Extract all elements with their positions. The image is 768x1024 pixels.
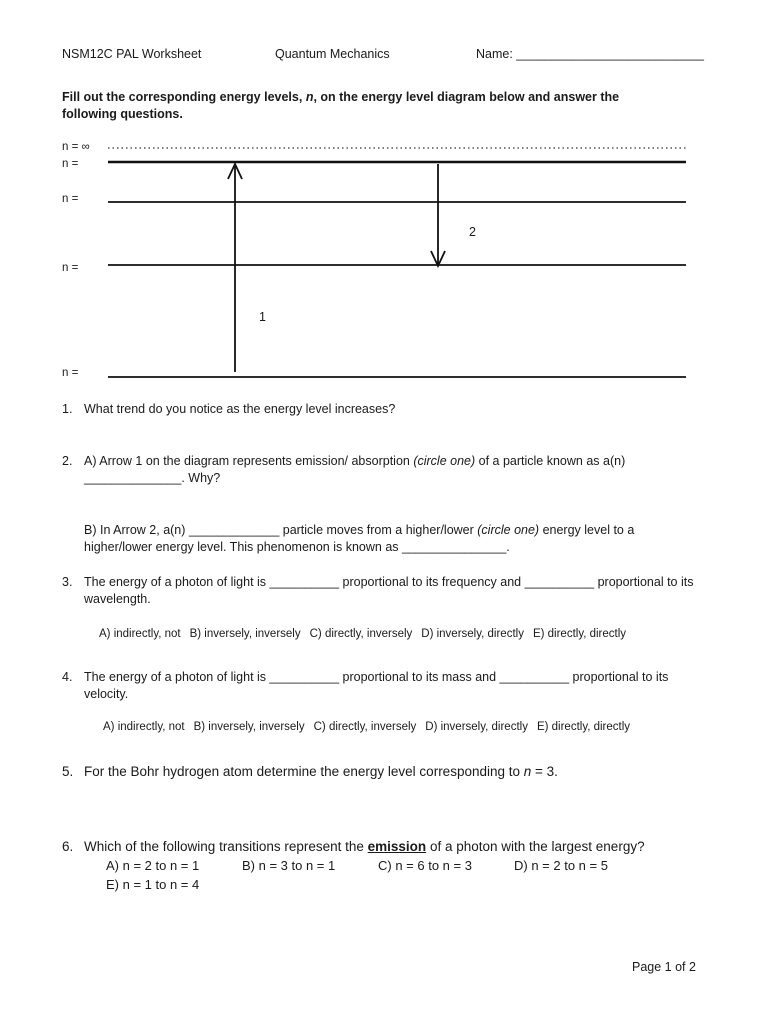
level-label-4: n = xyxy=(62,158,79,170)
question-text xyxy=(84,838,702,855)
question-2a xyxy=(62,453,702,487)
question-3-choices xyxy=(99,628,635,640)
q5-text-1: For the Bohr hydrogen atom determine the energy level corresponding to xyxy=(84,764,524,779)
q2a-text-1: A) Arrow 1 on the diagram represents emission/ absorption xyxy=(84,454,414,468)
question-6-options-row1 xyxy=(106,858,650,873)
question-text xyxy=(84,522,702,556)
choice-c: C) directly, inversely xyxy=(313,721,417,733)
option-e: E) n = 1 to n = 4 xyxy=(106,877,200,892)
q2a-text-2: of a particle known as a(n) ______________. Why? xyxy=(84,454,626,485)
option-b: B) n = 3 to n = 1 xyxy=(242,858,336,873)
question-6 xyxy=(62,838,702,855)
question-6-options-row2 xyxy=(106,877,242,892)
header-topic: Quantum Mechanics xyxy=(275,47,390,61)
level-label-1: n = xyxy=(62,367,79,379)
level-label-3: n = xyxy=(62,193,79,205)
question-1 xyxy=(62,401,702,418)
choice-d: D) inversely, directly xyxy=(425,721,528,733)
question-text: The energy of a photon of light is __________ proportional to its frequency and __________ proportional to its wavelength. xyxy=(84,575,694,606)
question-4 xyxy=(62,669,702,703)
instructions-part1: Fill out the corresponding energy levels, xyxy=(62,90,306,104)
instructions-var-n: n xyxy=(305,90,314,104)
option-a: A) n = 2 to n = 1 xyxy=(106,858,200,873)
question-number: 1. xyxy=(62,402,73,416)
choice-e: E) directly, directly xyxy=(532,628,627,640)
level-label-infinity: n = ∞ xyxy=(62,141,90,153)
arrow-1 xyxy=(228,164,242,372)
question-number: 3. xyxy=(62,575,73,589)
question-5 xyxy=(62,763,702,780)
arrow-2-label: 2 xyxy=(469,225,476,239)
question-number: 4. xyxy=(62,670,73,684)
option-d: D) n = 2 to n = 5 xyxy=(514,858,608,873)
question-number: 5. xyxy=(62,764,74,779)
q2b-circle-one: (circle one) xyxy=(477,523,540,537)
q2b-text-1: B) In Arrow 2, a(n) _____________ particle moves from a higher/lower xyxy=(84,523,478,537)
q5-var-n: n xyxy=(523,764,532,779)
choice-b: B) inversely, inversely xyxy=(193,721,305,733)
question-2b xyxy=(62,522,702,556)
name-field: Name: ___________________________ xyxy=(476,47,704,61)
question-text: What trend do you notice as the energy level increases? xyxy=(84,402,396,416)
question-3 xyxy=(62,574,702,608)
question-text xyxy=(84,763,702,780)
choice-d: D) inversely, directly xyxy=(421,628,524,640)
q2a-circle-one: (circle one) xyxy=(413,454,476,468)
choice-a: A) indirectly, not xyxy=(103,721,185,733)
arrow-1-label: 1 xyxy=(259,310,266,324)
q2b-text-2: energy level to a higher/lower energy level. This phenomenon is known as _______________. xyxy=(84,523,635,554)
option-c: C) n = 6 to n = 3 xyxy=(378,858,472,873)
question-4-choices xyxy=(103,721,639,733)
choice-e: E) directly, directly xyxy=(536,721,631,733)
q6-emission-emphasis: emission xyxy=(367,839,427,854)
arrow-2 xyxy=(431,164,445,266)
page-number: Page 1 of 2 xyxy=(632,960,696,974)
question-number: 2. xyxy=(62,454,73,468)
q5-text-2: = 3. xyxy=(531,764,558,779)
instructions-part2: , on the energy level diagram below and answer the following questions. xyxy=(62,90,620,121)
question-text xyxy=(84,453,702,487)
choice-c: C) directly, inversely xyxy=(309,628,413,640)
choice-b: B) inversely, inversely xyxy=(189,628,301,640)
choice-a: A) indirectly, not xyxy=(99,628,181,640)
header-course: NSM12C PAL Worksheet xyxy=(62,47,202,61)
level-label-2: n = xyxy=(62,262,79,274)
question-text: The energy of a photon of light is __________ proportional to its mass and __________ proportional to its velocity. xyxy=(84,670,669,701)
q6-text-1: Which of the following transitions represent the xyxy=(84,839,368,854)
q6-text-2: of a photon with the largest energy? xyxy=(426,839,645,854)
question-number: 6. xyxy=(62,839,74,854)
energy-level-diagram xyxy=(0,0,768,400)
